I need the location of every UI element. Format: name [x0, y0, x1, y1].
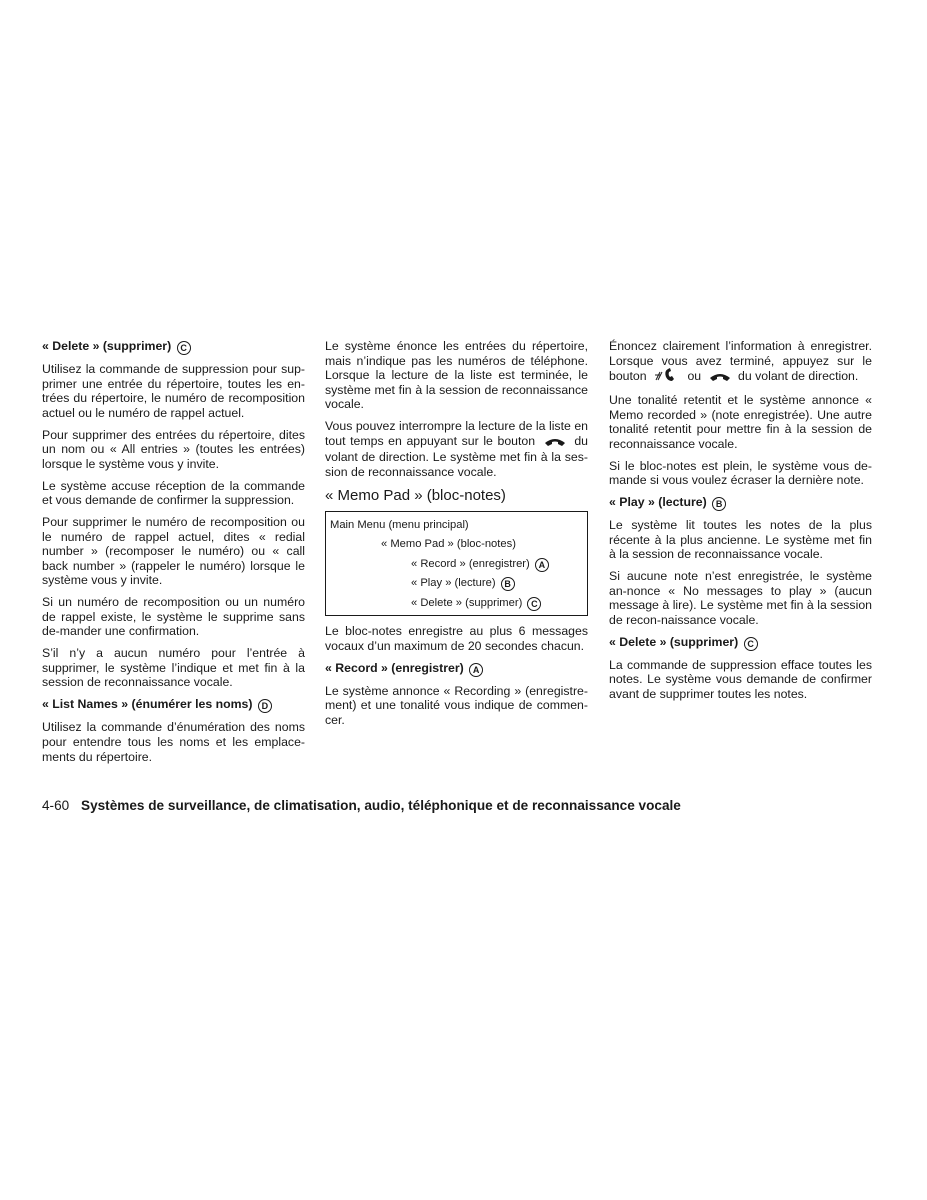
heading-play	[609, 495, 872, 511]
badge-b: B	[501, 577, 515, 591]
paragraph-text: Énoncez clairement l’information à enregistrer. Lorsque vous avez terminé, appuyez sur le bouton	[609, 339, 872, 384]
paragraph: Si aucune note n’est enregistrée, le système an-nonce « No messages to play » (aucun message à lire). Le système met fin à la session de recon-naissance vocale.	[609, 569, 872, 627]
heading-delete	[42, 339, 305, 355]
paragraph: Pour supprimer des entrées du répertoire, dites un nom ou « All entries » (toutes les entrées) lorsque le système vous y invite.	[42, 427, 305, 471]
paragraph: Si le bloc-notes est plein, le système vous de-mande si vous voulez écraser la dernière note.	[609, 458, 872, 488]
heading-record	[325, 661, 588, 677]
paragraph: La commande de suppression efface toutes les notes. Le système vous demande de confirmer avant de supprimer toutes les notes.	[609, 657, 872, 701]
paragraph: Le système énonce les entrées du répertoire, mais n’indique pas les numéros de téléphone. Lorsque la lecture de la liste est terminée, le système met fin à la session de reconnaissance vocale.	[325, 339, 588, 412]
paragraph-text: du volant de direction. Le système met fin à la ses-sion de reconnaissance vocale.	[325, 433, 589, 479]
chapter-title: Systèmes de surveillance, de climatisation, audio, téléphonique et de reconnaissance vocale	[81, 798, 681, 813]
heading-play-text: « Play » (lecture)	[609, 494, 707, 509]
badge-c: C	[527, 597, 541, 611]
paragraph-text: du volant de direction.	[738, 369, 859, 384]
paragraph: Le système lit toutes les notes de la plus récente à la plus ancienne. Le système met fin à la session de reconnaissance vocale.	[609, 518, 872, 562]
page-footer	[42, 798, 681, 813]
menu-line-text: « Delete » (supprimer)	[411, 596, 523, 609]
menu-tree-box	[325, 511, 588, 617]
menu-line-play	[330, 574, 583, 594]
paragraph-interrupt	[325, 419, 588, 479]
column-middle	[325, 339, 588, 735]
paragraph: Utilisez la commande de suppression pour sup-primer une entrée du répertoire, toutes les en-trées du répertoire, le numéro de recomposition actuel ou le numéro de rappel actuel.	[42, 362, 305, 420]
page-number: 4-60	[42, 798, 70, 813]
badge-a: A	[469, 663, 483, 677]
paragraph-text: Vous pouvez interrompre la lecture de la liste en tout temps en appuyant sur le bouton	[325, 419, 588, 448]
heading-delete	[609, 635, 872, 651]
paragraph-finish	[609, 339, 872, 386]
heading-record-text: « Record » (enregistrer)	[325, 660, 464, 675]
paragraph: Pour supprimer le numéro de recomposition ou le numéro de rappel actuel, dites « redial number » (recomposer le numéro) ou « call back number » (rappeler le numéro) lorsque le système vous y invite.	[42, 515, 305, 588]
paragraph: Utilisez la commande d’énumération des noms pour entendre tous les noms et les emplace-ments du répertoire.	[42, 720, 305, 764]
heading-delete-text: « Delete » (supprimer)	[609, 634, 739, 649]
section-title-memo-pad: « Memo Pad » (bloc-notes)	[325, 486, 506, 504]
paragraph: Le système accuse réception de la commande et vous demande de confirmer la suppression.	[42, 478, 305, 508]
paragraph-text: ou	[687, 369, 702, 384]
paragraph: Si un numéro de recomposition ou un numéro de rappel existe, le système le supprime sans de-mander une confirmation.	[42, 595, 305, 639]
heading-list-names	[42, 697, 305, 713]
column-left	[42, 339, 305, 771]
badge-d: D	[258, 699, 272, 713]
paragraph: Une tonalité retentit et le système annonce « Memo recorded » (note enregistrée). Une autre tonalité retentit pour mettre fin à la session de reconnaissance vocale.	[609, 392, 872, 451]
paragraph: Le bloc-notes enregistre au plus 6 messages vocaux d’un maximum de 20 secondes chacun.	[325, 624, 588, 653]
menu-line-text: « Play » (lecture)	[411, 577, 496, 590]
menu-line-memo-pad: « Memo Pad » (bloc-notes)	[381, 538, 516, 551]
menu-line-text: « Record » (enregistrer)	[411, 557, 530, 570]
paragraph: S’il n’y a aucun numéro pour l’entrée à supprimer, le système l’indique et met fin à la session de reconnaissance vocale.	[42, 646, 305, 690]
badge-a: A	[535, 558, 549, 572]
column-right	[609, 339, 872, 709]
badge-b: B	[712, 497, 726, 511]
badge-c: C	[177, 341, 191, 355]
phone-hangup-icon	[544, 436, 566, 451]
menu-line-main: Main Menu (menu principal)	[330, 518, 469, 531]
menu-line-record	[330, 555, 583, 575]
paragraph: Le système annonce « Recording » (enregistre-ment) et une tonalité vous indique de commen-cer.	[325, 683, 588, 727]
badge-c: C	[744, 637, 758, 651]
heading-list-names-text: « List Names » (énumérer les noms)	[42, 697, 253, 712]
phone-hangup-icon	[709, 371, 731, 386]
heading-delete-text: « Delete » (supprimer)	[42, 339, 172, 353]
phone-talk-icon	[654, 368, 680, 386]
menu-line-delete	[330, 594, 583, 614]
